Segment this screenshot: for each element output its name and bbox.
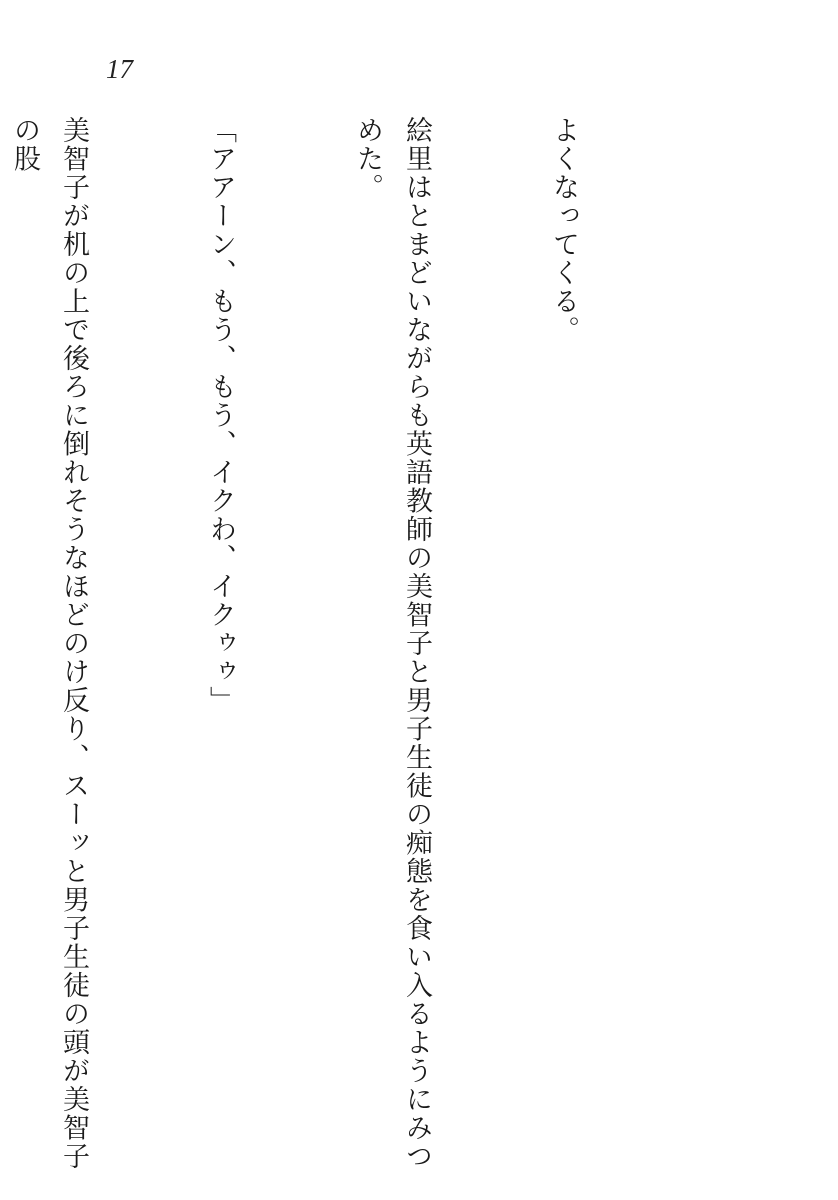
body-text (0, 116, 686, 1176)
page-number: 17 (106, 54, 133, 84)
text-line: 絵里はとまどいながらも英語教師の美智子と男子生徒の痴態を食い入るようにみつめた。 (352, 116, 432, 1171)
text-line: よくなってくる。 (548, 116, 579, 344)
text-line: 美智子が机の上で後ろに倒れそうなほどのけ反り、スーッと男子生徒の頭が美智子の股 (9, 116, 89, 1171)
text-line: 「アアーン、もう、もう、イクわ、イクゥゥ」 (205, 116, 236, 715)
